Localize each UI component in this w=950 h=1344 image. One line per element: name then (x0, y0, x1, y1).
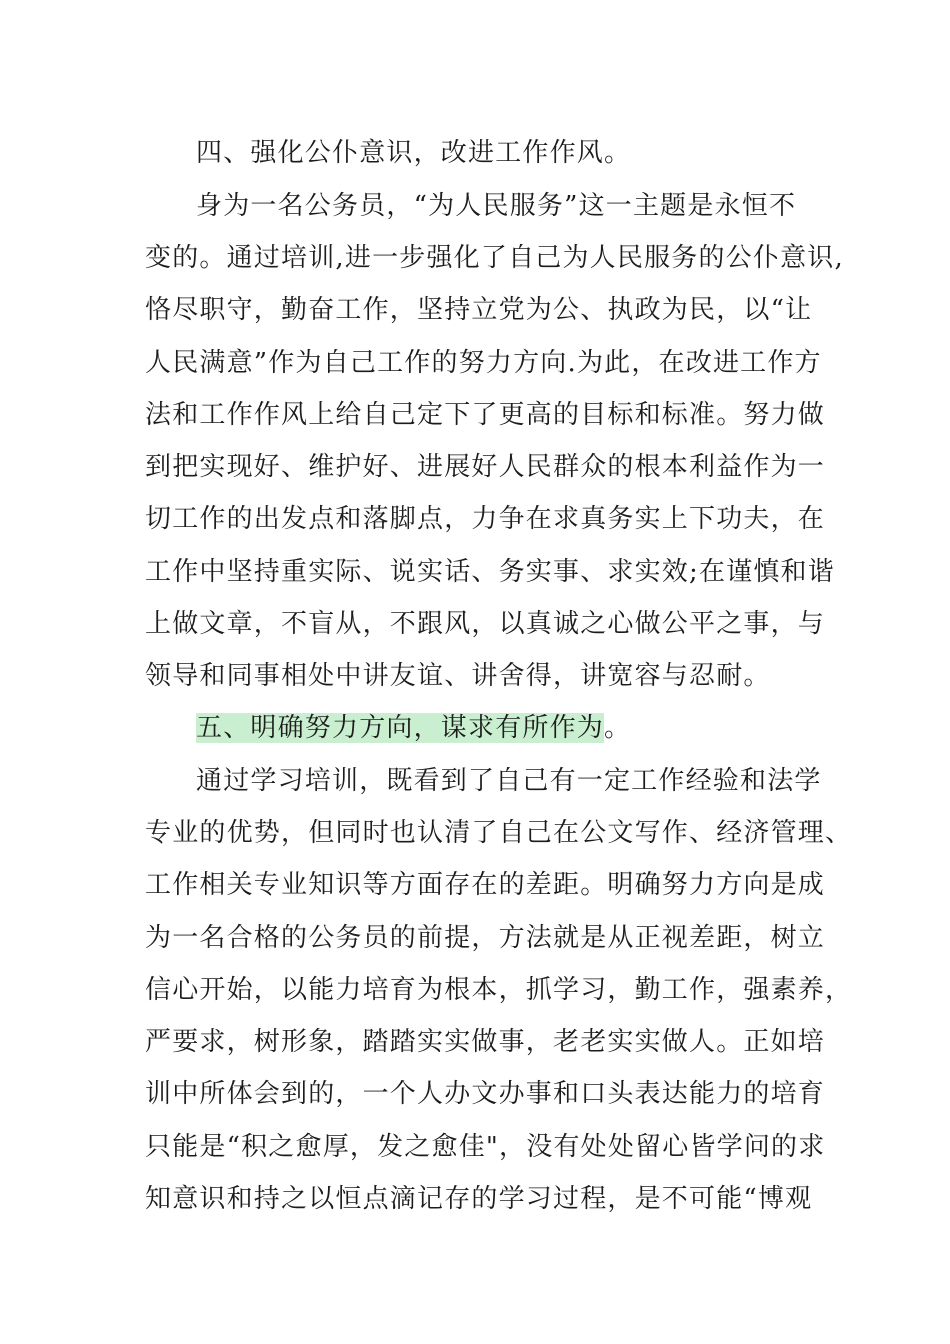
paragraph-line: 训中所体会到的，一个人办文办事和口头表达能力的培育 (145, 1079, 826, 1109)
paragraph-line: 知意识和持之以恒点滴记存的学习过程，是不可能“博观 (145, 1184, 813, 1214)
paragraph-line: 领导和同事相处中讲友谊、讲舍得，讲宽容与忍耐。 (145, 661, 771, 691)
paragraph-line: 到把实现好、维护好、进展好人民群众的根本利益作为一 (145, 452, 826, 482)
paragraph-line: 信心开始，以能力培育为根本，抓学习，勤工作，强素养， (145, 975, 853, 1005)
paragraph-line: 工作相关专业知识等方面存在的差距。明确努力方向是成 (145, 870, 826, 900)
highlighted-heading-text: 五、明确努力方向，谋求有所作为 (196, 713, 605, 743)
paragraph-line: 身为一名公务员，“为人民服务”这一主题是永恒不 (196, 191, 797, 221)
heading-period: 。 (604, 713, 632, 743)
section-heading-four: 四、强化公仆意识，改进工作作风。 (196, 138, 632, 168)
paragraph-line: 恪尽职守，勤奋工作，坚持立党为公、执政为民，以“让 (145, 295, 813, 325)
paragraph-line: 上做文章，不盲从，不跟风，以真诚之心做公平之事，与 (145, 609, 826, 639)
paragraph-line: 通过学习培训，既看到了自己有一定工作经验和法学 (196, 766, 822, 796)
paragraph-line: 变的。通过培训,进一步强化了自己为人民服务的公仆意识, (145, 243, 844, 273)
paragraph-line: 切工作的出发点和落脚点，力争在求真务实上下功夫，在 (145, 504, 826, 534)
paragraph-line: 只能是“积之愈厚，发之愈佳"，没有处处留心皆学问的求 (145, 1132, 826, 1162)
paragraph-line: 为一名合格的公务员的前提，方法就是从正视差距，树立 (145, 923, 826, 953)
paragraph-line: 人民满意”作为自己工作的努力方向.为此，在改进工作方 (145, 348, 822, 378)
paragraph-line: 严要求，树形象，踏踏实实做事，老老实实做人。正如培 (145, 1027, 826, 1057)
paragraph-line: 工作中坚持重实际、说实话、务实事、求实效;在谨慎和谐 (145, 557, 835, 587)
paragraph-line: 专业的优势，但同时也认清了自己在公文写作、经济管理、 (145, 818, 853, 848)
section-heading-five (196, 708, 631, 748)
paragraph-line: 法和工作作风上给自己定下了更高的目标和标准。努力做 (145, 400, 826, 430)
